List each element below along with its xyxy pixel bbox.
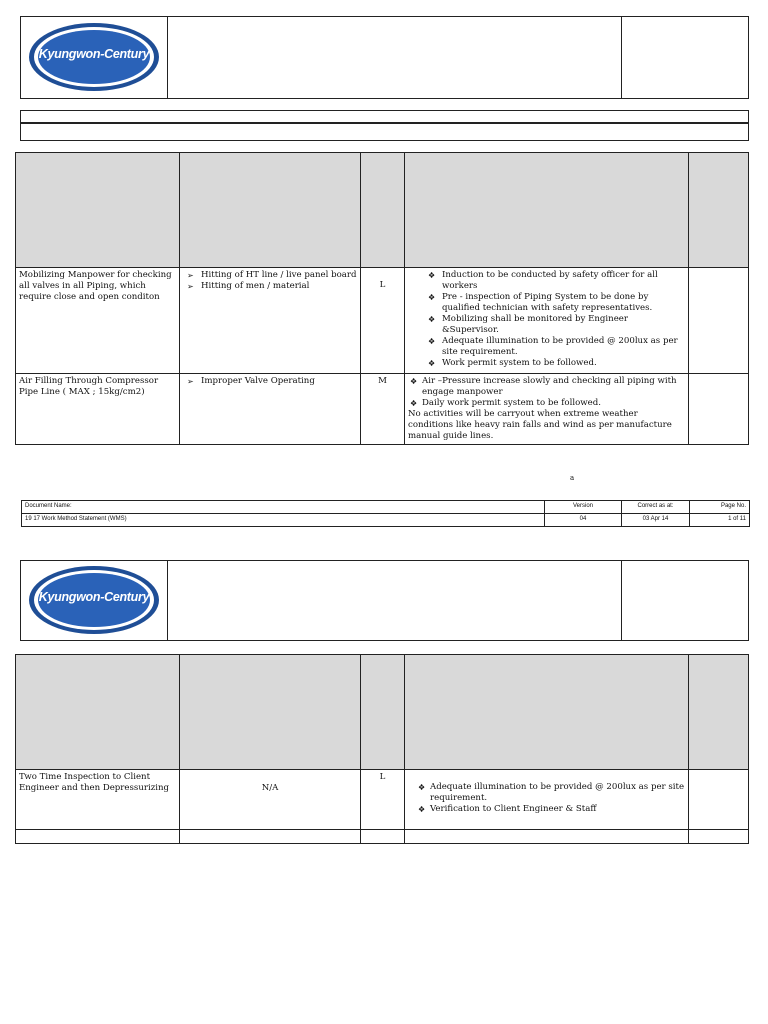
header-cell-extra bbox=[689, 153, 749, 268]
activity-cell: Two Time Inspection to Client Engineer and then Depressurizing bbox=[16, 770, 180, 830]
control-item: ❖ Air –Pressure increase slowly and checking all piping with engage manpower bbox=[408, 376, 685, 398]
activity-cell: Air Filling Through Compressor Pipe Line ( MAX ; 15kg/cm2) bbox=[16, 374, 180, 445]
header-cell-risk bbox=[361, 153, 405, 268]
header-cell-hazards bbox=[180, 655, 361, 770]
title-bar-2 bbox=[20, 123, 749, 141]
footer-date-label: Correct as at: bbox=[622, 501, 690, 514]
risk-level-cell: M bbox=[361, 374, 405, 445]
company-logo bbox=[29, 23, 159, 91]
logo-text: Kyungwon-Century bbox=[38, 47, 150, 61]
extra-cell bbox=[689, 770, 749, 830]
footer-page-label: Page No. bbox=[690, 501, 750, 514]
empty-cell bbox=[361, 830, 405, 844]
title-bar-1 bbox=[20, 110, 749, 123]
table-header-row bbox=[16, 655, 749, 770]
control-item: ❖ Daily work permit system to be followed. bbox=[408, 398, 685, 409]
page2-header-box bbox=[20, 560, 749, 641]
table-row bbox=[16, 830, 749, 844]
empty-cell bbox=[180, 830, 361, 844]
hazards-cell: N/A bbox=[180, 770, 361, 830]
hazard-item: ➢ Hitting of HT line / live panel board bbox=[183, 270, 357, 281]
empty-cell bbox=[405, 830, 689, 844]
header-cell-hazards bbox=[180, 153, 361, 268]
controls-cell bbox=[405, 770, 689, 830]
hazards-cell bbox=[180, 374, 361, 445]
header-divider bbox=[167, 17, 168, 98]
stray-mark: a bbox=[570, 474, 575, 482]
footer-date-value: 03 Apr 14 bbox=[622, 514, 690, 527]
footer-doc-name-label: Document Name: bbox=[22, 501, 545, 514]
header-divider bbox=[621, 17, 622, 98]
footer-version-value: 04 bbox=[545, 514, 622, 527]
risk-level-cell: L bbox=[361, 770, 405, 830]
footer-page-value: 1 of 11 bbox=[690, 514, 750, 527]
header-cell-extra bbox=[689, 655, 749, 770]
footer-version-label: Version bbox=[545, 501, 622, 514]
header-divider bbox=[167, 561, 168, 640]
control-item: ❖ Mobilizing shall be monitored by Engineer &Supervisor. bbox=[408, 314, 685, 336]
header-divider bbox=[621, 561, 622, 640]
table-row bbox=[16, 374, 749, 445]
extra-cell bbox=[689, 374, 749, 445]
control-item: ❖ Verification to Client Engineer & Staff bbox=[416, 804, 685, 815]
control-note: No activities will be carryout when extreme weather conditions like heavy rain falls and wind as per manufacture manual guide lines. bbox=[408, 409, 672, 441]
extra-cell bbox=[689, 268, 749, 374]
footer-doc-name-value: 19 17 Work Method Statement (WMS) bbox=[22, 514, 545, 527]
risk-table-page1 bbox=[15, 152, 749, 445]
logo-text: Kyungwon-Century bbox=[38, 590, 150, 604]
risk-table-page2 bbox=[15, 654, 749, 844]
controls-cell bbox=[405, 268, 689, 374]
control-item: ❖ Pre - inspection of Piping System to be done by qualified technician with safety representatives. bbox=[408, 292, 685, 314]
control-item: ❖ Adequate illumination to be provided @ 200lux as per site requirement. bbox=[416, 782, 685, 804]
document-footer bbox=[21, 500, 750, 527]
company-logo bbox=[29, 566, 159, 634]
activity-cell: Mobilizing Manpower for checking all valves in all Piping, which require close and open conditon bbox=[16, 268, 180, 374]
risk-level-cell: L bbox=[361, 268, 405, 374]
table-header-row bbox=[16, 153, 749, 268]
control-item: ❖ Induction to be conducted by safety officer for all workers bbox=[408, 270, 685, 292]
hazards-cell bbox=[180, 268, 361, 374]
table-row bbox=[16, 268, 749, 374]
header-cell-activity bbox=[16, 153, 180, 268]
header-cell-controls bbox=[405, 153, 689, 268]
hazard-item: ➢ Improper Valve Operating bbox=[183, 376, 357, 387]
empty-cell bbox=[689, 830, 749, 844]
empty-cell bbox=[16, 830, 180, 844]
hazard-item: ➢ Hitting of men / material bbox=[183, 281, 357, 292]
controls-cell bbox=[405, 374, 689, 445]
header-cell-controls bbox=[405, 655, 689, 770]
header-cell-risk bbox=[361, 655, 405, 770]
table-row bbox=[16, 770, 749, 830]
control-item: ❖ Adequate illumination to be provided @ 200lux as per site requirement. bbox=[408, 336, 685, 358]
page1-header-box bbox=[20, 16, 749, 99]
header-cell-activity bbox=[16, 655, 180, 770]
control-item: ❖ Work permit system to be followed. bbox=[408, 358, 685, 369]
